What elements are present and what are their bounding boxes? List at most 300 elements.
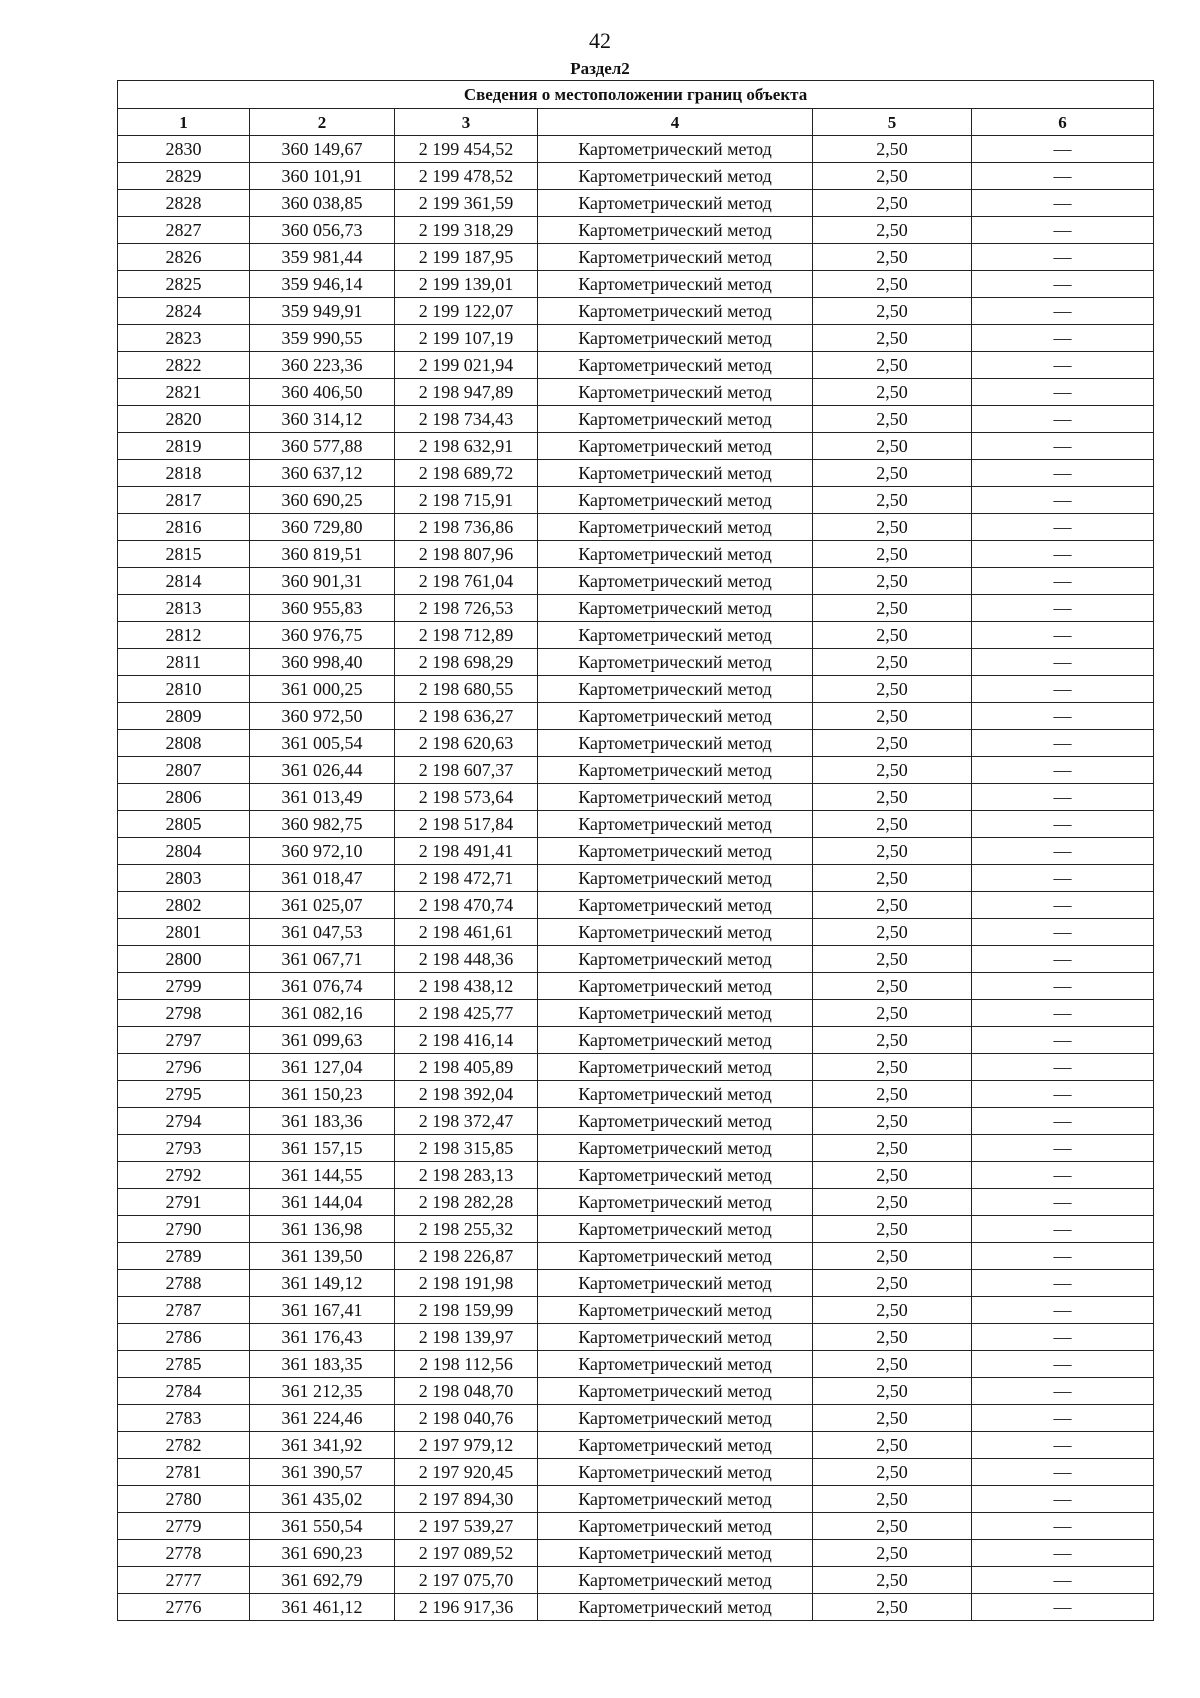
point-number-cell: 2777 <box>118 1567 250 1594</box>
accuracy-cell: 2,50 <box>813 1027 972 1054</box>
method-cell: Картометрический метод <box>538 1540 813 1567</box>
point-number-cell: 2794 <box>118 1108 250 1135</box>
method-cell: Картометрический метод <box>538 1405 813 1432</box>
x-coordinate-cell: 361 127,04 <box>250 1054 395 1081</box>
description-cell: — <box>972 1432 1154 1459</box>
table-row <box>118 784 1154 811</box>
description-cell: — <box>972 595 1154 622</box>
method-cell: Картометрический метод <box>538 1351 813 1378</box>
description-cell: — <box>972 919 1154 946</box>
y-coordinate-cell: 2 198 632,91 <box>395 433 538 460</box>
table-row <box>118 298 1154 325</box>
y-coordinate-cell: 2 198 438,12 <box>395 973 538 1000</box>
method-cell: Картометрический метод <box>538 730 813 757</box>
accuracy-cell: 2,50 <box>813 838 972 865</box>
point-number-cell: 2798 <box>118 1000 250 1027</box>
point-number-cell: 2800 <box>118 946 250 973</box>
column-header: 5 <box>813 109 972 136</box>
description-cell: — <box>972 271 1154 298</box>
x-coordinate-cell: 361 435,02 <box>250 1486 395 1513</box>
x-coordinate-cell: 361 183,36 <box>250 1108 395 1135</box>
accuracy-cell: 2,50 <box>813 190 972 217</box>
accuracy-cell: 2,50 <box>813 1108 972 1135</box>
method-cell: Картометрический метод <box>538 973 813 1000</box>
table-row <box>118 595 1154 622</box>
point-number-cell: 2814 <box>118 568 250 595</box>
method-cell: Картометрический метод <box>538 622 813 649</box>
point-number-cell: 2778 <box>118 1540 250 1567</box>
x-coordinate-cell: 360 223,36 <box>250 352 395 379</box>
table-row <box>118 811 1154 838</box>
description-cell: — <box>972 784 1154 811</box>
y-coordinate-cell: 2 197 089,52 <box>395 1540 538 1567</box>
table-row <box>118 946 1154 973</box>
y-coordinate-cell: 2 198 698,29 <box>395 649 538 676</box>
description-cell: — <box>972 622 1154 649</box>
y-coordinate-cell: 2 197 920,45 <box>395 1459 538 1486</box>
x-coordinate-cell: 359 946,14 <box>250 271 395 298</box>
method-cell: Картометрический метод <box>538 1594 813 1621</box>
accuracy-cell: 2,50 <box>813 1594 972 1621</box>
accuracy-cell: 2,50 <box>813 676 972 703</box>
description-cell: — <box>972 757 1154 784</box>
accuracy-cell: 2,50 <box>813 1486 972 1513</box>
x-coordinate-cell: 361 167,41 <box>250 1297 395 1324</box>
table-row <box>118 136 1154 163</box>
table-row <box>118 622 1154 649</box>
y-coordinate-cell: 2 199 187,95 <box>395 244 538 271</box>
description-cell: — <box>972 460 1154 487</box>
method-cell: Картометрический метод <box>538 541 813 568</box>
description-cell: — <box>972 1594 1154 1621</box>
table-row <box>118 1216 1154 1243</box>
point-number-cell: 2797 <box>118 1027 250 1054</box>
table-row <box>118 433 1154 460</box>
x-coordinate-cell: 360 729,80 <box>250 514 395 541</box>
point-number-cell: 2791 <box>118 1189 250 1216</box>
description-cell: — <box>972 379 1154 406</box>
x-coordinate-cell: 360 998,40 <box>250 649 395 676</box>
point-number-cell: 2805 <box>118 811 250 838</box>
description-cell: — <box>972 1243 1154 1270</box>
x-coordinate-cell: 360 149,67 <box>250 136 395 163</box>
x-coordinate-cell: 360 972,50 <box>250 703 395 730</box>
point-number-cell: 2807 <box>118 757 250 784</box>
table-row <box>118 1405 1154 1432</box>
column-header: 1 <box>118 109 250 136</box>
table-row <box>118 892 1154 919</box>
point-number-cell: 2815 <box>118 541 250 568</box>
y-coordinate-cell: 2 198 139,97 <box>395 1324 538 1351</box>
x-coordinate-cell: 361 136,98 <box>250 1216 395 1243</box>
boundary-coordinates-table <box>117 80 1154 1621</box>
method-cell: Картометрический метод <box>538 379 813 406</box>
accuracy-cell: 2,50 <box>813 1567 972 1594</box>
y-coordinate-cell: 2 198 226,87 <box>395 1243 538 1270</box>
table-row <box>118 838 1154 865</box>
table-caption-row <box>118 81 1154 109</box>
point-number-cell: 2816 <box>118 514 250 541</box>
method-cell: Картометрический метод <box>538 946 813 973</box>
table-row <box>118 460 1154 487</box>
y-coordinate-cell: 2 198 461,61 <box>395 919 538 946</box>
method-cell: Картометрический метод <box>538 811 813 838</box>
description-cell: — <box>972 514 1154 541</box>
accuracy-cell: 2,50 <box>813 1162 972 1189</box>
y-coordinate-cell: 2 198 191,98 <box>395 1270 538 1297</box>
description-cell: — <box>972 1108 1154 1135</box>
method-cell: Картометрический метод <box>538 136 813 163</box>
y-coordinate-cell: 2 199 361,59 <box>395 190 538 217</box>
point-number-cell: 2806 <box>118 784 250 811</box>
description-cell: — <box>972 946 1154 973</box>
x-coordinate-cell: 361 550,54 <box>250 1513 395 1540</box>
x-coordinate-cell: 361 149,12 <box>250 1270 395 1297</box>
method-cell: Картометрический метод <box>538 1054 813 1081</box>
point-number-cell: 2809 <box>118 703 250 730</box>
accuracy-cell: 2,50 <box>813 811 972 838</box>
method-cell: Картометрический метод <box>538 919 813 946</box>
y-coordinate-cell: 2 196 917,36 <box>395 1594 538 1621</box>
description-cell: — <box>972 406 1154 433</box>
x-coordinate-cell: 361 224,46 <box>250 1405 395 1432</box>
description-cell: — <box>972 865 1154 892</box>
section-title: Раздел2 <box>570 59 630 78</box>
column-header: 2 <box>250 109 395 136</box>
y-coordinate-cell: 2 198 689,72 <box>395 460 538 487</box>
x-coordinate-cell: 361 157,15 <box>250 1135 395 1162</box>
point-number-cell: 2811 <box>118 649 250 676</box>
table-row <box>118 1378 1154 1405</box>
accuracy-cell: 2,50 <box>813 703 972 730</box>
description-cell: — <box>972 1027 1154 1054</box>
description-cell: — <box>972 1540 1154 1567</box>
method-cell: Картометрический метод <box>538 352 813 379</box>
accuracy-cell: 2,50 <box>813 1540 972 1567</box>
method-cell: Картометрический метод <box>538 1486 813 1513</box>
column-header: 4 <box>538 109 813 136</box>
table-row <box>118 865 1154 892</box>
y-coordinate-cell: 2 199 021,94 <box>395 352 538 379</box>
accuracy-cell: 2,50 <box>813 595 972 622</box>
x-coordinate-cell: 361 067,71 <box>250 946 395 973</box>
method-cell: Картометрический метод <box>538 1081 813 1108</box>
method-cell: Картометрический метод <box>538 1513 813 1540</box>
description-cell: — <box>972 1081 1154 1108</box>
description-cell: — <box>972 1486 1154 1513</box>
description-cell: — <box>972 136 1154 163</box>
accuracy-cell: 2,50 <box>813 1216 972 1243</box>
x-coordinate-cell: 361 000,25 <box>250 676 395 703</box>
description-cell: — <box>972 703 1154 730</box>
x-coordinate-cell: 360 577,88 <box>250 433 395 460</box>
x-coordinate-cell: 361 690,23 <box>250 1540 395 1567</box>
accuracy-cell: 2,50 <box>813 1189 972 1216</box>
table-row <box>118 1486 1154 1513</box>
y-coordinate-cell: 2 199 478,52 <box>395 163 538 190</box>
description-cell: — <box>972 244 1154 271</box>
method-cell: Картометрический метод <box>538 1459 813 1486</box>
method-cell: Картометрический метод <box>538 406 813 433</box>
description-cell: — <box>972 1189 1154 1216</box>
y-coordinate-cell: 2 198 470,74 <box>395 892 538 919</box>
y-coordinate-cell: 2 198 405,89 <box>395 1054 538 1081</box>
point-number-cell: 2796 <box>118 1054 250 1081</box>
accuracy-cell: 2,50 <box>813 406 972 433</box>
accuracy-cell: 2,50 <box>813 1405 972 1432</box>
point-number-cell: 2792 <box>118 1162 250 1189</box>
y-coordinate-cell: 2 198 761,04 <box>395 568 538 595</box>
y-coordinate-cell: 2 197 979,12 <box>395 1432 538 1459</box>
point-number-cell: 2803 <box>118 865 250 892</box>
accuracy-cell: 2,50 <box>813 865 972 892</box>
y-coordinate-cell: 2 197 075,70 <box>395 1567 538 1594</box>
y-coordinate-cell: 2 199 318,29 <box>395 217 538 244</box>
table-row <box>118 703 1154 730</box>
column-header-row <box>118 109 1154 136</box>
x-coordinate-cell: 361 176,43 <box>250 1324 395 1351</box>
accuracy-cell: 2,50 <box>813 1243 972 1270</box>
method-cell: Картометрический метод <box>538 703 813 730</box>
x-coordinate-cell: 360 972,10 <box>250 838 395 865</box>
x-coordinate-cell: 361 047,53 <box>250 919 395 946</box>
point-number-cell: 2780 <box>118 1486 250 1513</box>
y-coordinate-cell: 2 199 139,01 <box>395 271 538 298</box>
x-coordinate-cell: 361 461,12 <box>250 1594 395 1621</box>
point-number-cell: 2812 <box>118 622 250 649</box>
accuracy-cell: 2,50 <box>813 568 972 595</box>
table-body <box>118 136 1154 1621</box>
method-cell: Картометрический метод <box>538 865 813 892</box>
y-coordinate-cell: 2 198 715,91 <box>395 487 538 514</box>
accuracy-cell: 2,50 <box>813 1324 972 1351</box>
method-cell: Картометрический метод <box>538 271 813 298</box>
method-cell: Картометрический метод <box>538 1297 813 1324</box>
column-header: 3 <box>395 109 538 136</box>
method-cell: Картометрический метод <box>538 298 813 325</box>
description-cell: — <box>972 811 1154 838</box>
y-coordinate-cell: 2 197 894,30 <box>395 1486 538 1513</box>
table-row <box>118 1594 1154 1621</box>
description-cell: — <box>972 217 1154 244</box>
x-coordinate-cell: 361 144,04 <box>250 1189 395 1216</box>
point-number-cell: 2789 <box>118 1243 250 1270</box>
table-row <box>118 1567 1154 1594</box>
y-coordinate-cell: 2 198 392,04 <box>395 1081 538 1108</box>
table-row <box>118 1270 1154 1297</box>
point-number-cell: 2825 <box>118 271 250 298</box>
method-cell: Картометрический метод <box>538 1108 813 1135</box>
x-coordinate-cell: 360 406,50 <box>250 379 395 406</box>
table-row <box>118 1081 1154 1108</box>
table-row <box>118 568 1154 595</box>
x-coordinate-cell: 360 101,91 <box>250 163 395 190</box>
table-row <box>118 217 1154 244</box>
accuracy-cell: 2,50 <box>813 757 972 784</box>
x-coordinate-cell: 361 076,74 <box>250 973 395 1000</box>
x-coordinate-cell: 361 341,92 <box>250 1432 395 1459</box>
point-number-cell: 2829 <box>118 163 250 190</box>
description-cell: — <box>972 730 1154 757</box>
table-row <box>118 730 1154 757</box>
x-coordinate-cell: 361 099,63 <box>250 1027 395 1054</box>
method-cell: Картометрический метод <box>538 460 813 487</box>
y-coordinate-cell: 2 198 620,63 <box>395 730 538 757</box>
accuracy-cell: 2,50 <box>813 1378 972 1405</box>
accuracy-cell: 2,50 <box>813 298 972 325</box>
y-coordinate-cell: 2 198 372,47 <box>395 1108 538 1135</box>
y-coordinate-cell: 2 198 112,56 <box>395 1351 538 1378</box>
accuracy-cell: 2,50 <box>813 1054 972 1081</box>
point-number-cell: 2795 <box>118 1081 250 1108</box>
accuracy-cell: 2,50 <box>813 433 972 460</box>
method-cell: Картометрический метод <box>538 514 813 541</box>
table-row <box>118 1459 1154 1486</box>
method-cell: Картометрический метод <box>538 595 813 622</box>
method-cell: Картометрический метод <box>538 1000 813 1027</box>
point-number-cell: 2776 <box>118 1594 250 1621</box>
point-number-cell: 2822 <box>118 352 250 379</box>
method-cell: Картометрический метод <box>538 1135 813 1162</box>
y-coordinate-cell: 2 198 712,89 <box>395 622 538 649</box>
method-cell: Картометрический метод <box>538 1027 813 1054</box>
table-row <box>118 1000 1154 1027</box>
y-coordinate-cell: 2 198 734,43 <box>395 406 538 433</box>
method-cell: Картометрический метод <box>538 1243 813 1270</box>
table-row <box>118 649 1154 676</box>
table-row <box>118 973 1154 1000</box>
x-coordinate-cell: 361 692,79 <box>250 1567 395 1594</box>
accuracy-cell: 2,50 <box>813 892 972 919</box>
x-coordinate-cell: 360 955,83 <box>250 595 395 622</box>
point-number-cell: 2783 <box>118 1405 250 1432</box>
point-number-cell: 2830 <box>118 136 250 163</box>
y-coordinate-cell: 2 198 283,13 <box>395 1162 538 1189</box>
y-coordinate-cell: 2 198 636,27 <box>395 703 538 730</box>
point-number-cell: 2819 <box>118 433 250 460</box>
point-number-cell: 2821 <box>118 379 250 406</box>
y-coordinate-cell: 2 198 573,64 <box>395 784 538 811</box>
accuracy-cell: 2,50 <box>813 1459 972 1486</box>
point-number-cell: 2786 <box>118 1324 250 1351</box>
table-row <box>118 406 1154 433</box>
description-cell: — <box>972 892 1154 919</box>
x-coordinate-cell: 360 982,75 <box>250 811 395 838</box>
point-number-cell: 2824 <box>118 298 250 325</box>
point-number-cell: 2781 <box>118 1459 250 1486</box>
table-row <box>118 1432 1154 1459</box>
description-cell: — <box>972 352 1154 379</box>
accuracy-cell: 2,50 <box>813 622 972 649</box>
description-cell: — <box>972 649 1154 676</box>
method-cell: Картометрический метод <box>538 649 813 676</box>
point-number-cell: 2802 <box>118 892 250 919</box>
method-cell: Картометрический метод <box>538 217 813 244</box>
method-cell: Картометрический метод <box>538 892 813 919</box>
accuracy-cell: 2,50 <box>813 1297 972 1324</box>
accuracy-cell: 2,50 <box>813 271 972 298</box>
point-number-cell: 2788 <box>118 1270 250 1297</box>
page-number: 42 <box>589 28 611 53</box>
x-coordinate-cell: 359 990,55 <box>250 325 395 352</box>
accuracy-cell: 2,50 <box>813 784 972 811</box>
description-cell: — <box>972 190 1154 217</box>
x-coordinate-cell: 360 690,25 <box>250 487 395 514</box>
description-cell: — <box>972 568 1154 595</box>
y-coordinate-cell: 2 198 448,36 <box>395 946 538 973</box>
point-number-cell: 2826 <box>118 244 250 271</box>
point-number-cell: 2817 <box>118 487 250 514</box>
table-row <box>118 1108 1154 1135</box>
description-cell: — <box>972 325 1154 352</box>
description-cell: — <box>972 1054 1154 1081</box>
x-coordinate-cell: 361 139,50 <box>250 1243 395 1270</box>
table-row <box>118 1513 1154 1540</box>
method-cell: Картометрический метод <box>538 1270 813 1297</box>
x-coordinate-cell: 361 013,49 <box>250 784 395 811</box>
accuracy-cell: 2,50 <box>813 352 972 379</box>
y-coordinate-cell: 2 198 282,28 <box>395 1189 538 1216</box>
description-cell: — <box>972 676 1154 703</box>
y-coordinate-cell: 2 198 040,76 <box>395 1405 538 1432</box>
point-number-cell: 2818 <box>118 460 250 487</box>
table-row <box>118 1189 1154 1216</box>
description-cell: — <box>972 1405 1154 1432</box>
x-coordinate-cell: 361 026,44 <box>250 757 395 784</box>
point-number-cell: 2799 <box>118 973 250 1000</box>
x-coordinate-cell: 359 981,44 <box>250 244 395 271</box>
accuracy-cell: 2,50 <box>813 541 972 568</box>
table-caption: Сведения о местоположении границ объекта <box>118 81 1154 109</box>
y-coordinate-cell: 2 198 607,37 <box>395 757 538 784</box>
accuracy-cell: 2,50 <box>813 649 972 676</box>
description-cell: — <box>972 1378 1154 1405</box>
description-cell: — <box>972 163 1154 190</box>
method-cell: Картометрический метод <box>538 838 813 865</box>
x-coordinate-cell: 360 819,51 <box>250 541 395 568</box>
y-coordinate-cell: 2 198 736,86 <box>395 514 538 541</box>
accuracy-cell: 2,50 <box>813 163 972 190</box>
x-coordinate-cell: 360 901,31 <box>250 568 395 595</box>
method-cell: Картометрический метод <box>538 163 813 190</box>
table-row <box>118 244 1154 271</box>
y-coordinate-cell: 2 198 807,96 <box>395 541 538 568</box>
table-row <box>118 1054 1154 1081</box>
table-row <box>118 541 1154 568</box>
accuracy-cell: 2,50 <box>813 730 972 757</box>
x-coordinate-cell: 361 018,47 <box>250 865 395 892</box>
table-row <box>118 163 1154 190</box>
accuracy-cell: 2,50 <box>813 514 972 541</box>
y-coordinate-cell: 2 198 726,53 <box>395 595 538 622</box>
table-row <box>118 379 1154 406</box>
y-coordinate-cell: 2 198 425,77 <box>395 1000 538 1027</box>
table-row <box>118 757 1154 784</box>
x-coordinate-cell: 360 976,75 <box>250 622 395 649</box>
y-coordinate-cell: 2 198 048,70 <box>395 1378 538 1405</box>
description-cell: — <box>972 973 1154 1000</box>
description-cell: — <box>972 487 1154 514</box>
table-row <box>118 1540 1154 1567</box>
y-coordinate-cell: 2 198 517,84 <box>395 811 538 838</box>
y-coordinate-cell: 2 198 315,85 <box>395 1135 538 1162</box>
table-row <box>118 271 1154 298</box>
accuracy-cell: 2,50 <box>813 919 972 946</box>
point-number-cell: 2790 <box>118 1216 250 1243</box>
accuracy-cell: 2,50 <box>813 1432 972 1459</box>
accuracy-cell: 2,50 <box>813 1270 972 1297</box>
accuracy-cell: 2,50 <box>813 946 972 973</box>
